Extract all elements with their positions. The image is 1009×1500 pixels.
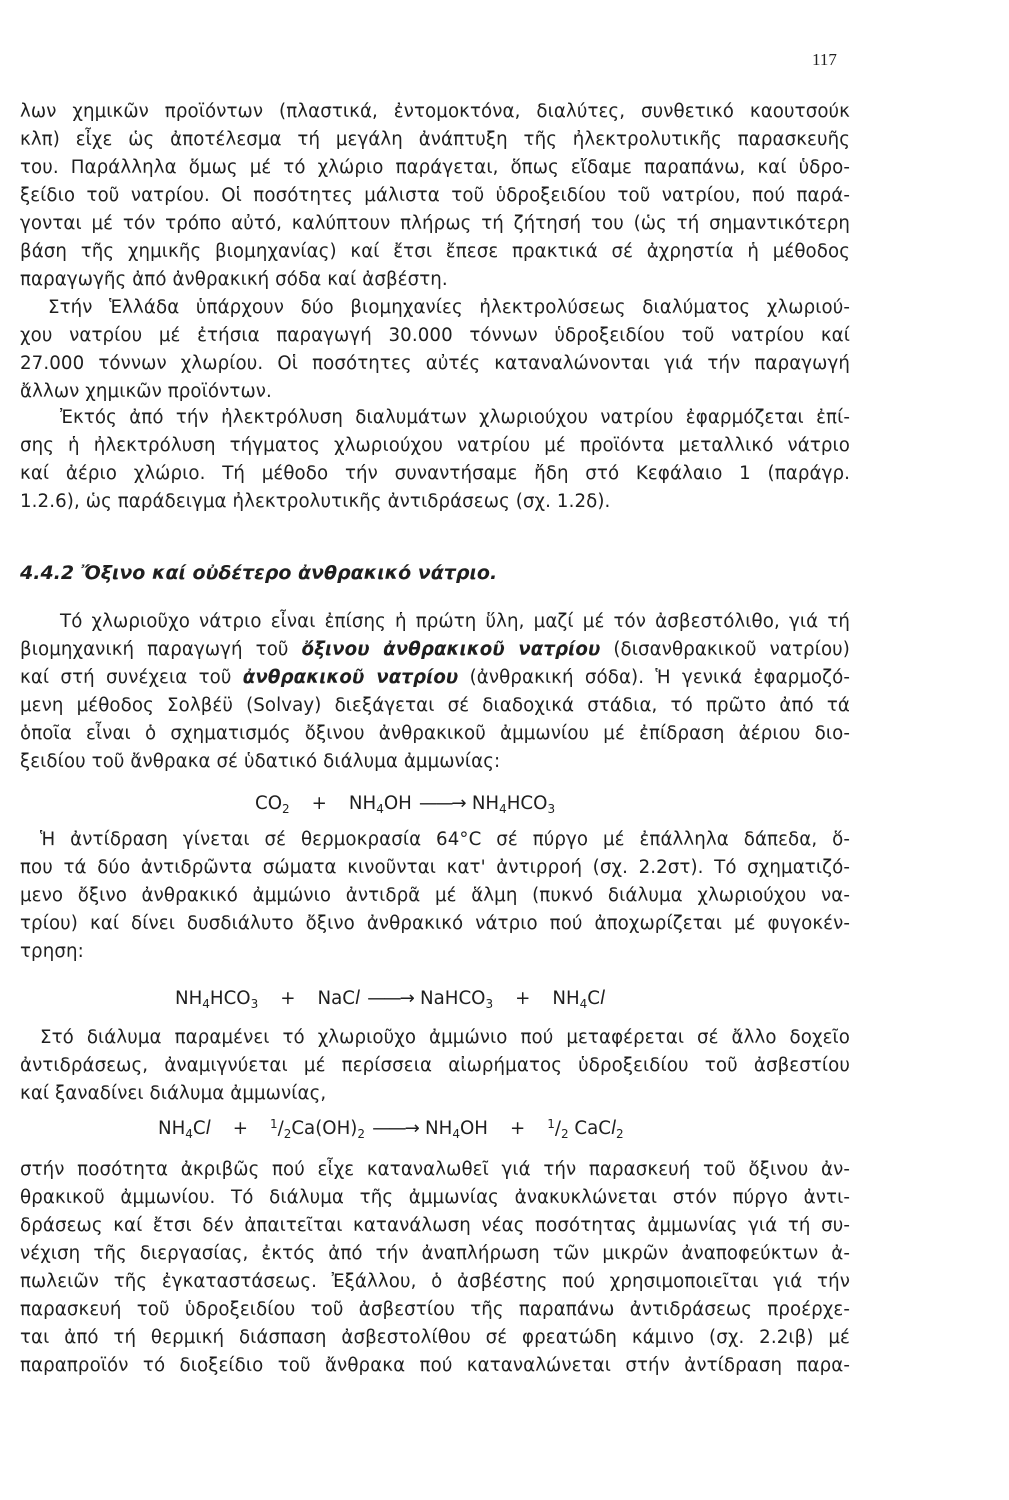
para4-line-4: μενη μέθοδος Σολβέϋ (Solvay) διεξάγεται σέ διαδοχικά στάδια, τό πρῶτο ἀπό τά [20, 695, 850, 716]
para5-line-1: Ἡ ἀντίδραση γίνεται σέ θερμοκρασία 64°C σέ πύργο μέ ἐπάλληλα δάπεδα, ὅ- [40, 829, 850, 850]
para7-line-3: δράσεως καί ἔτσι δέν ἀπαιτεῖται κατανάλωση νέας ποσότητας ἀμμωνίας γιά τή συ- [20, 1215, 850, 1236]
para2-line-2: χου νατρίου μέ ἐτήσια παραγωγή 30.000 τόννων ὑδροξειδίου τοῦ νατρίου καί [20, 325, 850, 346]
para1-line-4: ξείδιο τοῦ νατρίου. Οἱ ποσότητες μάλιστα τοῦ ὑδροξειδίου τοῦ νατρίου, πού παρά- [20, 185, 850, 206]
para2-line-4: ἄλλων χημικῶν προϊόντων. [20, 381, 272, 402]
para7-line-2: θρακικοῦ ἀμμωνίου. Τό διάλυμα τῆς ἀμμωνίας ἀνακυκλώνεται στόν πύργο ἀντι- [20, 1187, 850, 1208]
page-number: 117 [812, 50, 837, 69]
para6-line-3: καί ξαναδίνει διάλυμα ἀμμωνίας, [20, 1083, 327, 1104]
para3-line-4: 1.2.6), ὡς παράδειγμα ἠλεκτρολυτικῆς ἀντιδράσεως (σχ. 1.2δ). [20, 491, 611, 512]
para3-line-1: Ἐκτός ἀπό τήν ἠλεκτρόλυση διαλυμάτων χλωριούχου νατρίου ἐφαρμόζεται ἐπί- [60, 407, 850, 428]
term-sodium-carbonate: ἀνθρακικοῦ νατρίου [242, 667, 459, 688]
section-heading: 4.4.2 Ὄξινο καί οὐδέτερο ἀνθρακικό νάτριο. [20, 562, 498, 584]
para7-line-5: πωλειῶν τῆς ἐγκαταστάσεως. Ἐξάλλου, ὁ ἀσβέστης πού χρησιμοποιεῖται γιά τήν [20, 1271, 850, 1292]
equation-1: $CO_2 + NH_4OH$ ——→ $NH_4HCO_3$ [255, 790, 555, 818]
para2-line-1: Στήν Ἑλλάδα ὑπάρχουν δύο βιομηχανίες ἠλεκτρολύσεως διαλύματος χλωριού- [48, 297, 850, 318]
para4-line-5: ὁποῖα εἶναι ὁ σχηματισμός ὄξινου ἀνθρακικοῦ ἀμμωνίου μέ ἐπίδραση ἀέριου διο- [20, 723, 850, 744]
para7-line-6: παρασκευή τοῦ ὑδροξειδίου τοῦ ἀσβεστίου τῆς παραπάνω ἀντιδράσεως προέρχε- [20, 1299, 850, 1320]
para1-line-1: λων χημικῶν προϊόντων (πλαστικά, ἐντομοκτόνα, διαλύτες, συνθετικό καουτσούκ [20, 101, 850, 122]
para7-line-4: νέχιση τῆς διεργασίας, ἐκτός ἀπό τήν ἀναπλήρωση τῶν μικρῶν ἀναποφεύκτων ἀ- [20, 1243, 850, 1264]
term-sodium-bicarbonate: ὄξινου ἀνθρακικοῦ νατρίου [301, 639, 601, 660]
para5-line-2: που τά δύο ἀντιδρῶντα σώματα κινοῦνται κατ' ἀντιρροή (σχ. 2.2στ). Τό σχηματιζό- [20, 857, 850, 878]
para1-line-5: γονται μέ τόν τρόπο αὐτό, καλύπτουν πλήρως τή ζήτησή του (ὡς τή σημαντικότερη [20, 213, 850, 234]
equation-3: $NH_4Cl + ^1/_2Ca(OH)_2$ ——→ $NH_4OH + ^1/_2$ CaCl$_2$ [158, 1117, 624, 1141]
para6-line-2: ἀντιδράσεως, ἀναμιγνύεται μέ περίσσεια αἰωρήματος ὑδροξειδίου τοῦ ἀσβεστίου [20, 1055, 850, 1076]
para7-line-8: παραπροϊόν τό διοξείδιο τοῦ ἄνθρακα πού καταναλώνεται στήν ἀντίδραση παρα- [20, 1355, 850, 1376]
para5-line-3: μενο ὄξινο ἀνθρακικό ἀμμώνιο ἀντιδρᾶ μέ ἅλμη (πυκνό διάλυμα χλωριούχου να- [20, 885, 850, 906]
para3-line-3: καί ἀέριο χλώριο. Τή μέθοδο τήν συναντήσαμε ἤδη στό Κεφάλαιο 1 (παράγρ. [20, 463, 850, 484]
para4-line-6: ξειδίου τοῦ ἄνθρακα σέ ὑδατικό διάλυμα ἀμμωνίας: [20, 751, 501, 772]
para3-line-2: σης ἡ ἠλεκτρόλυση τήγματος χλωριούχου νατρίου μέ προϊόντα μεταλλικό νάτριο [20, 435, 850, 456]
para6-line-1: Στό διάλυμα παραμένει τό χλωριοῦχο ἀμμώνιο πού μεταφέρεται σέ ἄλλο δοχεῖο [40, 1027, 850, 1048]
para1-line-2: κλπ) εἶχε ὡς ἀποτέλεσμα τή μεγάλη ἀνάπτυξη τῆς ἠλεκτρολυτικῆς παρασκευῆς [20, 129, 850, 150]
para1-line-3: του. Παράλληλα ὅμως μέ τό χλώριο παράγεται, ὅπως εἴδαμε παραπάνω, καί ὑδρο- [20, 157, 850, 178]
equation-2: $NH_4HCO_3$ + NaCl ——→ NaHCO$_3$ + $NH_4Cl$ [175, 985, 605, 1013]
reaction-arrow: ——→ [372, 1118, 418, 1139]
para4-line-2: βιομηχανική παραγωγή τοῦ ὄξινου ἀνθρακικοῦ νατρίου (δισανθρακικοῦ νατρίου) [20, 639, 850, 660]
para1-line-7: παραγωγῆς ἀπό ἀνθρακική σόδα καί ἀσβέστη. [20, 269, 448, 290]
reaction-arrow: ——→ [367, 988, 413, 1009]
para5-line-5: τρηση: [20, 941, 84, 962]
para1-line-6: βάση τῆς χημικῆς βιομηχανίας) καί ἔτσι ἔπεσε πρακτικά σέ ἀχρηστία ἡ μέθοδος [20, 241, 850, 262]
para7-line-7: ται ἀπό τή θερμική διάσπαση ἀσβεστολίθου σέ φρεατώδη κάμινο (σχ. 2.2ιβ) μέ [20, 1327, 850, 1348]
para4-line-3: καί στή συνέχεια τοῦ ἀνθρακικοῦ νατρίου (ἀνθρακική σόδα). Ἡ γενικά ἐφαρμοζό- [20, 667, 850, 688]
reaction-arrow: ——→ [419, 793, 465, 814]
para5-line-4: τρίου) καί δίνει δυσδιάλυτο ὄξινο ἀνθρακικό νάτριο πού ἀποχωρίζεται μέ φυγοκέν- [20, 913, 850, 934]
para4-line-1: Τό χλωριοῦχο νάτριο εἶναι ἐπίσης ἡ πρώτη ὕλη, μαζί μέ τόν ἀσβεστόλιθο, γιά τή [60, 611, 850, 632]
para7-line-1: στήν ποσότητα ἀκριβῶς πού εἶχε καταναλωθεῖ γιά τήν παρασκευή τοῦ ὄξινου ἀν- [20, 1159, 850, 1180]
para2-line-3: 27.000 τόννων χλωρίου. Οἱ ποσότητες αὐτές καταναλώνονται γιά τήν παραγωγή [20, 353, 850, 374]
